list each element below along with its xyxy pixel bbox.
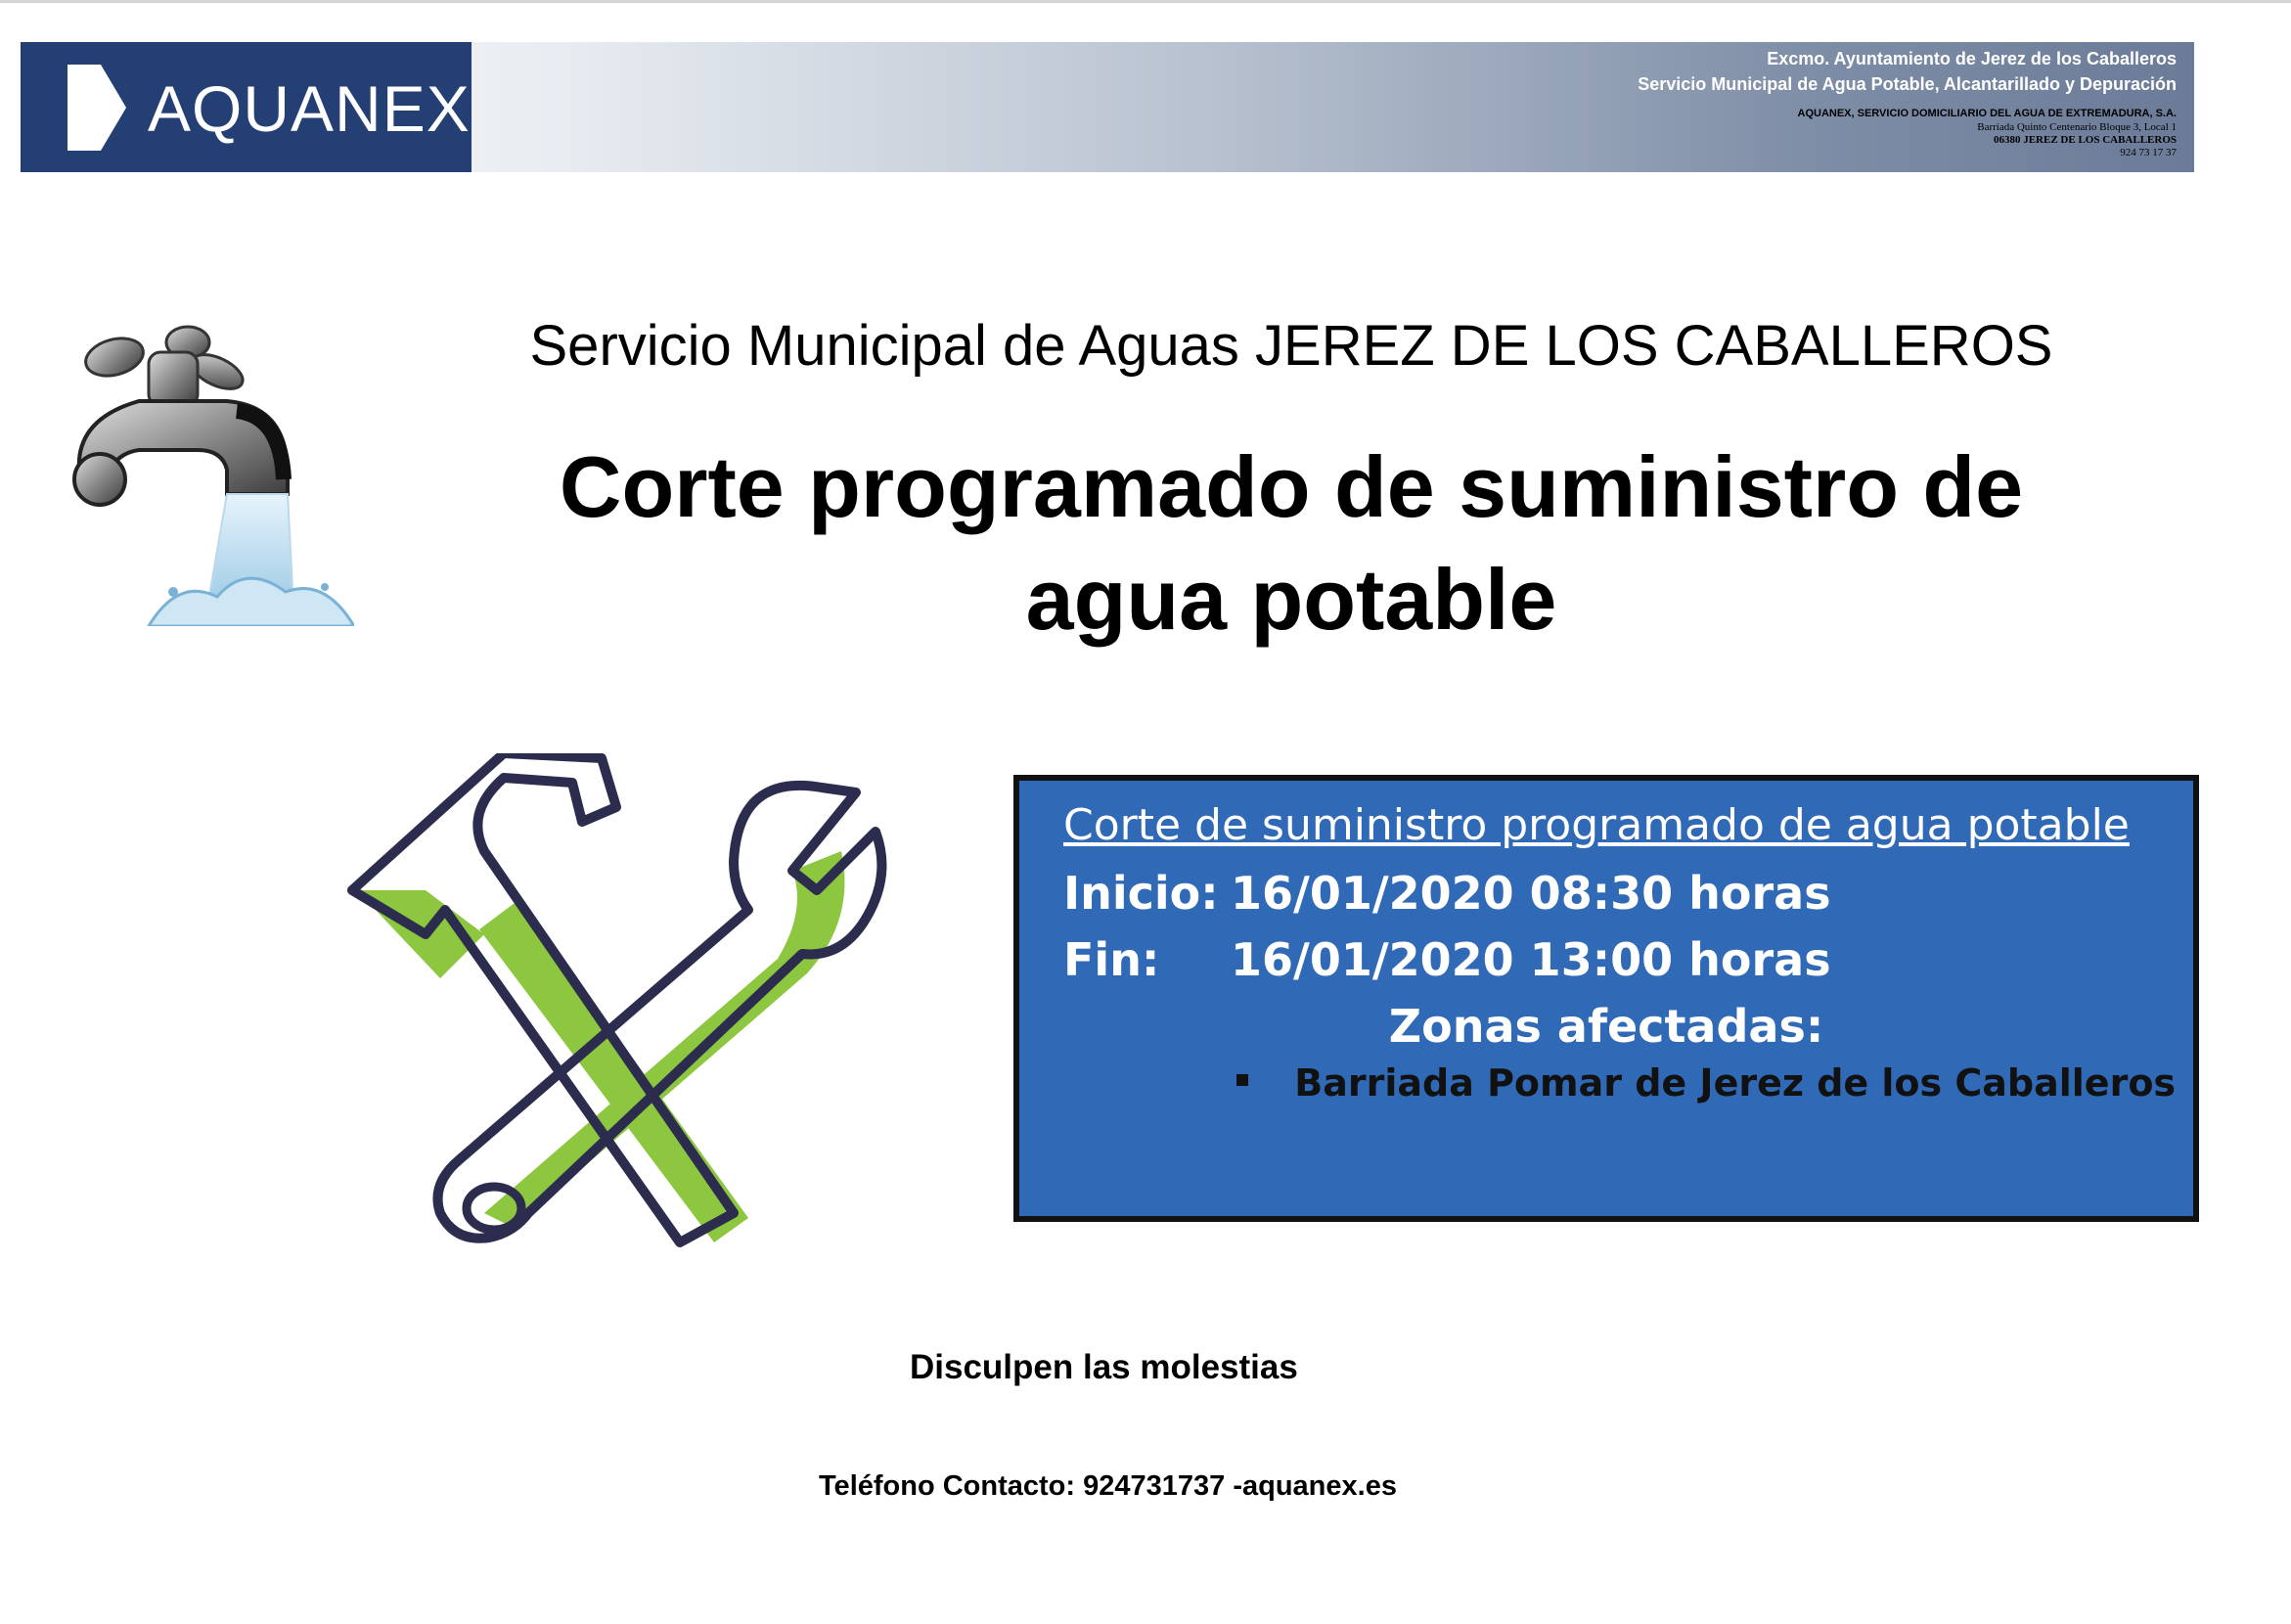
start-value: 16/01/2020 08:30 horas bbox=[1231, 867, 1831, 920]
start-label: Inicio: bbox=[1063, 867, 1219, 920]
notice-subtitle: Servicio Municipal de Aguas JEREZ DE LOS CABALLEROS bbox=[529, 314, 2053, 378]
notice-title-line2: agua potable bbox=[1025, 551, 1557, 648]
aquanex-logo bbox=[21, 42, 472, 172]
apology-text: Disculpen las molestias bbox=[910, 1348, 1298, 1386]
header-info bbox=[1638, 46, 2177, 159]
zone-name: Barriada Pomar de Jerez de los Caballeros bbox=[1294, 1061, 2177, 1105]
outage-info-box bbox=[1013, 775, 2199, 1222]
header-line1: Excmo. Ayuntamiento de Jerez de los Caballeros bbox=[1767, 49, 2177, 68]
header-banner bbox=[21, 42, 2194, 172]
header-city: 06380 JEREZ DE LOS CABALLEROS bbox=[1993, 134, 2177, 146]
affected-zones-label: Zonas afectadas: bbox=[1388, 1000, 1824, 1053]
faucet-icon bbox=[61, 313, 354, 626]
top-divider bbox=[0, 0, 2291, 3]
header-line2: Servicio Municipal de Agua Potable, Alcantarillado y Depuración bbox=[1638, 74, 2177, 94]
box-title: Corte de suministro programado de agua potable bbox=[1063, 800, 2130, 850]
bullet-icon bbox=[1236, 1074, 1248, 1086]
header-phone: 924 73 17 37 bbox=[2120, 147, 2177, 158]
notice-title-line1: Corte programado de suministro de bbox=[559, 438, 2024, 535]
list-item bbox=[1236, 1061, 2176, 1105]
start-time bbox=[1063, 867, 1831, 920]
logo-text: AQUANEX bbox=[148, 72, 471, 145]
end-label: Fin: bbox=[1063, 933, 1160, 986]
contact-text: Teléfono Contacto: 924731737 -aquanex.es bbox=[819, 1470, 1397, 1502]
notice-title bbox=[411, 430, 2172, 655]
end-value: 16/01/2020 13:00 horas bbox=[1231, 933, 1831, 986]
header-address: Barriada Quinto Centenario Bloque 3, Local 1 bbox=[1977, 121, 2177, 133]
end-time bbox=[1063, 933, 1831, 986]
aquanex-logo-icon bbox=[62, 59, 132, 157]
tools-icon bbox=[347, 753, 954, 1252]
header-company: AQUANEX, SERVICIO DOMICILIARIO DEL AGUA DE EXTREMADURA, S.A. bbox=[1797, 108, 2177, 119]
